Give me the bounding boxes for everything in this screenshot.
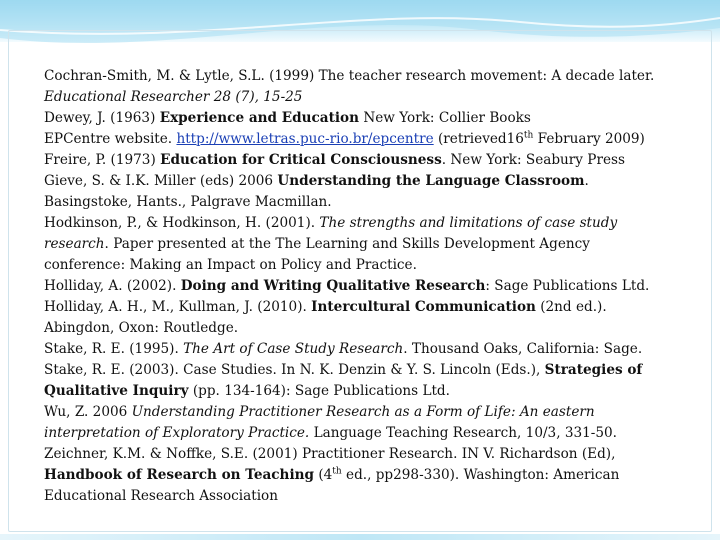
- reference-line: [44, 213, 684, 234]
- bold-title-text: Understanding the Language Classroom: [277, 173, 585, 189]
- reference-text: EPCentre website.: [44, 131, 177, 147]
- reference-line: [44, 255, 684, 276]
- reference-text: Dewey, J. (1963): [44, 110, 160, 126]
- reference-text: Holliday, A. (2002).: [44, 278, 181, 294]
- reference-line: [44, 192, 684, 213]
- reference-line: [44, 234, 684, 255]
- reference-text: Wu, Z. 2006: [44, 404, 132, 420]
- epcentre-link[interactable]: http://www.letras.puc-rio.br/epcentre: [176, 131, 434, 147]
- reference-line: [44, 129, 684, 150]
- reference-entry: [44, 129, 684, 150]
- reference-text: (pp. 134-164): Sage Publications Ltd.: [188, 383, 450, 399]
- reference-text: .: [584, 173, 589, 189]
- reference-text: Freire, P. (1973): [44, 152, 161, 168]
- bold-title-text: Doing and Writing Qualitative Research: [180, 278, 486, 294]
- reference-text: : Sage Publications Ltd.: [485, 278, 650, 294]
- reference-text: Hodkinson, P., & Hodkinson, H. (2001).: [44, 215, 320, 231]
- reference-line: [44, 87, 684, 108]
- reference-text: Zeichner, K.M. & Noffke, S.E. (2001) Practitioner Research. IN V. Richardson (Ed),: [44, 446, 616, 462]
- bold-title-text: Intercultural Communication: [311, 299, 536, 315]
- reference-text: ed., pp298-330). Washington: American: [341, 467, 620, 483]
- italic-title-text: Understanding Practitioner Research as a Form of Life: An eastern: [131, 404, 595, 420]
- reference-text: . Paper presented at the The Learning and Skills Development Agency: [104, 236, 590, 252]
- reference-text: Stake, R. E. (1995).: [44, 341, 184, 357]
- reference-line: [44, 297, 684, 318]
- italic-title-text: Educational Researcher 28 (7), 15-25: [44, 89, 303, 105]
- bold-title-text: Education for Critical Consciousness: [160, 152, 442, 168]
- ordinal-superscript: th: [332, 466, 342, 477]
- italic-title-text: The strengths and limitations of case study: [319, 215, 618, 231]
- reference-line: [44, 171, 684, 192]
- reference-text: (2nd ed.).: [535, 299, 607, 315]
- reference-line: [44, 150, 684, 171]
- ordinal-superscript: th: [523, 130, 534, 141]
- reference-text: conference: Making an Impact on Policy and Practice.: [44, 257, 417, 273]
- reference-entry: [44, 360, 684, 402]
- reference-entry: [44, 171, 684, 213]
- reference-entry: [44, 297, 684, 339]
- reference-line: [44, 402, 684, 423]
- reference-text: Educational Research Association: [44, 488, 278, 504]
- reference-entry: [44, 276, 684, 297]
- bold-title-text: Qualitative Inquiry: [44, 383, 189, 399]
- reference-line: [44, 423, 684, 444]
- reference-line: [44, 486, 684, 507]
- reference-text: Basingstoke, Hants., Palgrave Macmillan.: [44, 194, 332, 210]
- reference-line: [44, 108, 684, 129]
- reference-list: [44, 66, 684, 507]
- footer-band: [0, 534, 720, 540]
- bold-title-text: Handbook of Research on Teaching: [44, 467, 314, 483]
- reference-text: (retrieved16: [433, 131, 524, 147]
- reference-line: [44, 318, 684, 339]
- reference-entry: [44, 444, 684, 507]
- reference-text: Cochran-Smith, M. & Lytle, S.L. (1999) The teacher research movement: A decade later.: [44, 68, 655, 84]
- reference-text: New York: Collier Books: [359, 110, 531, 126]
- italic-title-text: interpretation of Exploratory Practice.: [44, 425, 310, 441]
- reference-entry: [44, 66, 684, 108]
- reference-entry: [44, 402, 684, 444]
- reference-text: . New York: Seabury Press: [441, 152, 625, 168]
- italic-title-text: The Art of Case Study Research: [183, 341, 404, 357]
- reference-entry: [44, 339, 684, 360]
- reference-text: Stake, R. E. (2003). Case Studies. In N. K. Denzin & Y. S. Lincoln (Eds.),: [44, 362, 545, 378]
- reference-line: [44, 339, 684, 360]
- reference-line: [44, 444, 684, 465]
- reference-text: Abingdon, Oxon: Routledge.: [44, 320, 239, 336]
- bold-title-text: Experience and Education: [159, 110, 359, 126]
- reference-text: Gieve, S. & I.K. Miller (eds) 2006: [44, 173, 278, 189]
- reference-text: Language Teaching Research, 10/3, 331-50.: [309, 425, 617, 441]
- reference-text: February 2009): [533, 131, 645, 147]
- reference-line: [44, 66, 684, 87]
- reference-text: Holliday, A. H., M., Kullman, J. (2010).: [44, 299, 312, 315]
- reference-entry: [44, 213, 684, 276]
- reference-line: [44, 381, 684, 402]
- reference-line: [44, 465, 684, 486]
- reference-line: [44, 276, 684, 297]
- reference-entry: [44, 150, 684, 171]
- italic-title-text: research: [44, 236, 105, 252]
- reference-entry: [44, 108, 684, 129]
- reference-text: (4: [314, 467, 333, 483]
- bold-title-text: Strategies of: [544, 362, 643, 378]
- reference-line: [44, 360, 684, 381]
- reference-text: . Thousand Oaks, California: Sage.: [403, 341, 643, 357]
